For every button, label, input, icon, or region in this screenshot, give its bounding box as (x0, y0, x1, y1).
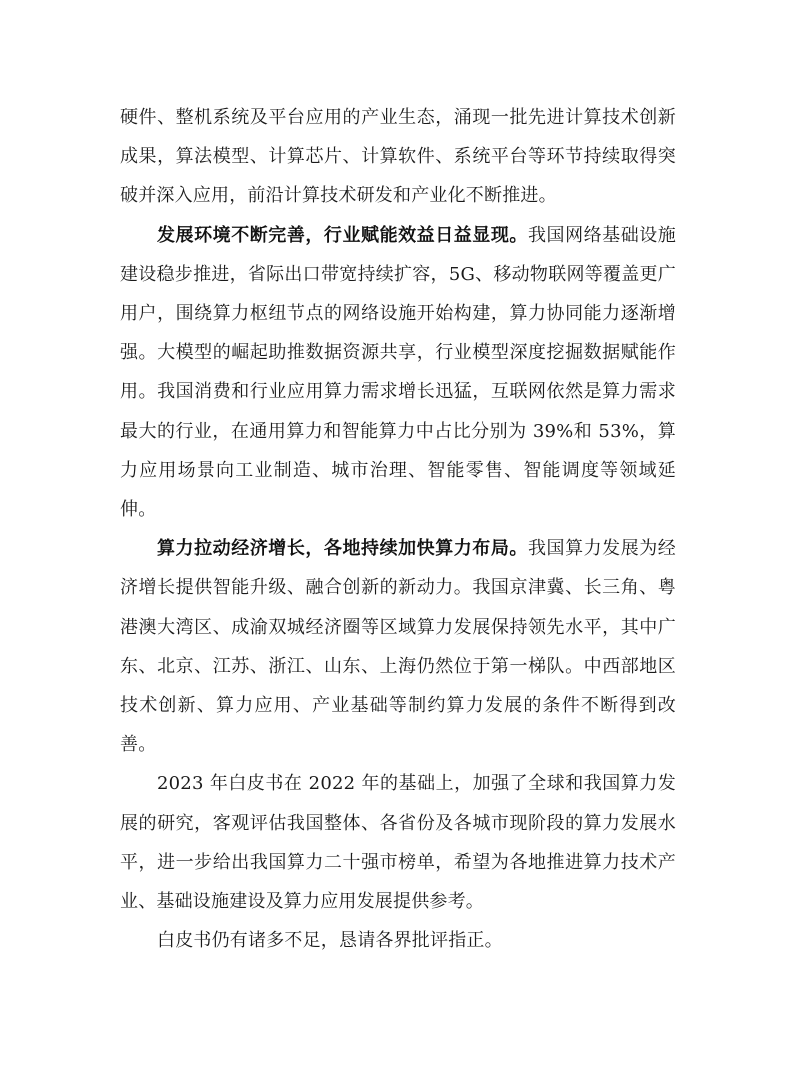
paragraph-lead-heading: 算力拉动经济增长，各地持续加快算力布局。 (157, 538, 528, 560)
paragraph-body: 2023 年白皮书在 2022 年的基础上，加强了全球和我国算力发展的研究，客观评估我国整体、各省份及各城市现阶段的算力发展水平，进一步给出我国算力二十强市榜单，希望为各地推进算力技术产业、基础设施建设及算力应用发展提供参考。 (120, 773, 676, 913)
paragraph-body: 我国算力发展为经济增长提供智能升级、融合创新的新动力。我国京津冀、长三角、粤港澳大湾区、成渝双城经济圈等区域算力发展保持领先水平，其中广东、北京、江苏、浙江、山东、上海仍然位于第一梯队。中西部地区技术创新、算力应用、产业基础等制约算力发展的条件不断得到改善。 (120, 538, 677, 756)
paragraph-ecosystem (120, 98, 676, 216)
paragraph-closing (120, 921, 676, 960)
paragraph-body: 我国网络基础设施建设稳步推进，省际出口带宽持续扩容，5G、移动物联网等覆盖更广用户，围绕算力枢纽节点的网络设施开始构建，算力协同能力逐渐增强。大模型的崛起助推数据资源共享，行业模型深度挖掘数据赋能作用。我国消费和行业应用算力需求增长迅猛，互联网依然是算力需求最大的行业，在通用算力和智能算力中占比分别为 39%和 53%，算力应用场景向工业制造、城市治理、智能零售、智能调度等领域延伸。 (120, 224, 677, 521)
paragraph-body: 白皮书仍有诸多不足，恳请各界批评指正。 (157, 930, 503, 952)
paragraph-body: 硬件、整机系统及平台应用的产业生态，涌现一批先进计算技术创新成果，算法模型、计算芯片、计算软件、系统平台等环节持续取得突破并深入应用，前沿计算技术研发和产业化不断推进。 (120, 107, 676, 207)
paragraph-economy (120, 529, 676, 764)
paragraph-lead-heading: 发展环境不断完善，行业赋能效益日益显现。 (157, 224, 528, 246)
paragraph-whitepaper-2023 (120, 764, 676, 921)
document-body (120, 98, 676, 960)
paragraph-environment (120, 216, 676, 530)
